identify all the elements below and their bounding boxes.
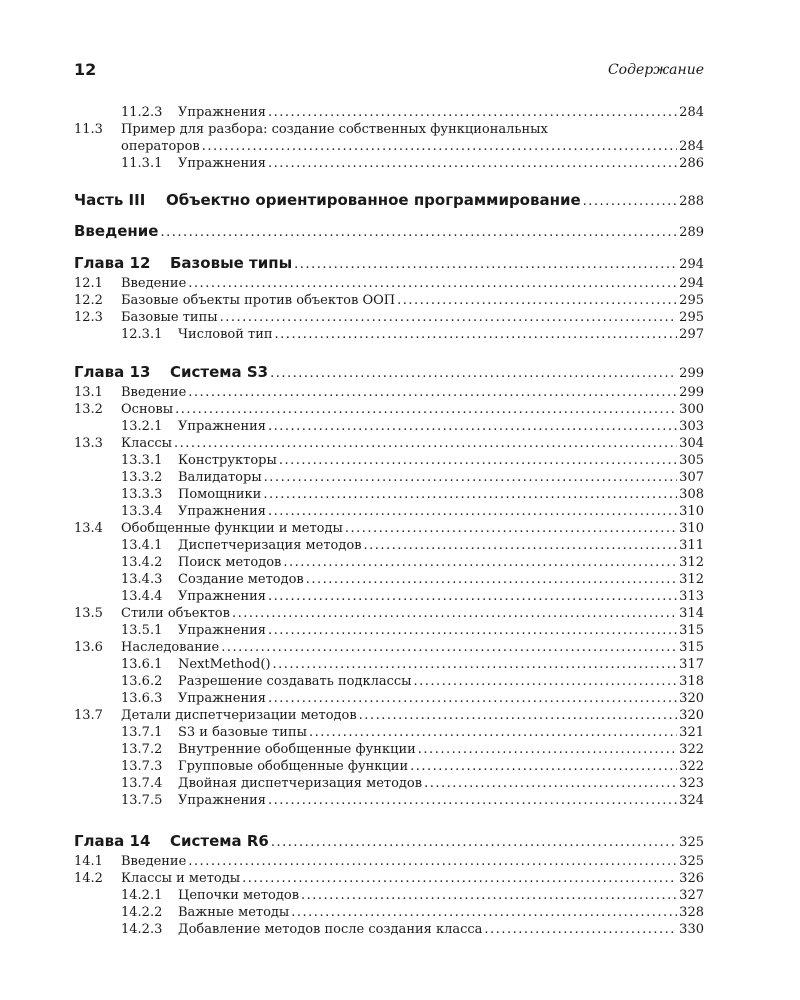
toc-subsection-entry <box>121 418 704 435</box>
dot-leader <box>359 707 678 724</box>
dot-leader <box>263 486 677 503</box>
toc-entry-number: 13.6.1 <box>121 657 163 672</box>
toc-entry-title: Основы <box>121 402 174 417</box>
toc-subsection-entry <box>121 588 704 605</box>
dot-leader <box>279 452 677 469</box>
toc-entry-number: 13.3.4 <box>121 504 163 519</box>
toc-entry-number: 13.7.3 <box>121 759 163 774</box>
toc-subsection-entry <box>121 571 704 588</box>
toc-subsection-entry <box>121 155 704 172</box>
toc-entry-page: 321 <box>679 725 704 740</box>
toc-entry-title: Объектно ориентированное программирование <box>166 191 581 209</box>
toc-entry-number: 13.7.4 <box>121 776 163 791</box>
toc-entry-page: 322 <box>679 742 704 757</box>
dot-leader <box>301 887 677 904</box>
dot-leader <box>275 326 678 343</box>
dot-leader <box>160 223 677 243</box>
toc-entry-label: Глава 12 <box>74 254 151 272</box>
toc-section-entry <box>74 309 704 326</box>
dot-leader <box>268 622 677 639</box>
toc-entry-number: 13.6.3 <box>121 691 163 706</box>
toc-entry-number: 12.3.1 <box>121 327 163 342</box>
toc-entry-title: Введение <box>121 854 187 869</box>
toc-entry-page: 313 <box>679 589 704 604</box>
toc-subsection-entry <box>121 622 704 639</box>
toc-entry-page: 294 <box>679 257 704 272</box>
dot-leader <box>232 605 677 622</box>
toc-section-entry <box>74 435 704 452</box>
dot-leader <box>175 401 677 418</box>
toc-entry-page: 311 <box>679 538 704 553</box>
toc-entry-title: Добавление методов после создания класса <box>178 922 483 937</box>
toc-entry-title: Упражнения <box>178 793 266 808</box>
toc-entry-page: 324 <box>679 793 704 808</box>
toc-entry-page: 297 <box>679 327 704 342</box>
dot-leader <box>268 792 677 809</box>
toc-subsection-entry <box>121 758 704 775</box>
toc-chapter-entry <box>74 362 704 382</box>
dot-leader <box>583 192 678 212</box>
toc-section-entry <box>74 853 704 870</box>
toc-entry-number: 13.3.3 <box>121 487 163 502</box>
toc-section-entry <box>74 870 704 887</box>
toc-entry-page: 288 <box>679 194 704 209</box>
dot-leader <box>268 503 677 520</box>
toc-subsection-entry <box>121 104 704 121</box>
toc-subsection-entry <box>121 921 704 938</box>
toc-section-entry <box>74 384 704 401</box>
toc-entry-number: 11.3 <box>74 122 103 137</box>
toc-section-entry <box>74 275 704 292</box>
toc-entry-page: 323 <box>679 776 704 791</box>
toc-entry-number: 13.5 <box>74 606 103 621</box>
toc-entry-number: 13.6.2 <box>121 674 163 689</box>
toc-entry-title-line: Пример для разбора: создание собственных функциональных <box>121 122 548 137</box>
toc-entry-title: Двойная диспетчеризация методов <box>178 776 423 791</box>
toc-entry-number: 11.2.3 <box>121 105 163 120</box>
dot-leader <box>220 309 678 326</box>
toc-entry-title: Стили объектов <box>121 606 230 621</box>
toc-entry-page: 325 <box>679 835 704 850</box>
toc-entry-title: операторов <box>121 139 200 154</box>
toc-subsection-entry <box>121 887 704 904</box>
toc-entry-title: Детали диспетчеризации методов <box>121 708 357 723</box>
toc-entry-number: 13.4.1 <box>121 538 163 553</box>
toc-entry-title: Введение <box>121 385 187 400</box>
toc-entry-page: 327 <box>679 888 704 903</box>
toc-entry-page: 295 <box>679 293 704 308</box>
toc-subsection-entry <box>121 656 704 673</box>
running-title: Содержание <box>607 62 704 78</box>
dot-leader <box>397 292 677 309</box>
toc-entry-number: 13.3 <box>74 436 103 451</box>
toc-entry-page: 310 <box>679 504 704 519</box>
toc-entry-page: 330 <box>679 922 704 937</box>
dot-leader <box>410 758 677 775</box>
dot-leader <box>306 571 677 588</box>
toc-entry-number: 13.4.3 <box>121 572 163 587</box>
toc-entry-page: 300 <box>679 402 704 417</box>
dot-leader <box>291 904 677 921</box>
toc-entry-number: 13.7.1 <box>121 725 163 740</box>
toc-entry-title: Упражнения <box>178 691 266 706</box>
toc-entry-page: 304 <box>679 436 704 451</box>
dot-leader <box>268 690 677 707</box>
toc-entry-title: Внутренние обобщенные функции <box>178 742 416 757</box>
toc-entry-title: Базовые типы <box>121 310 218 325</box>
toc-entry-page: 317 <box>679 657 704 672</box>
dot-leader <box>188 384 677 401</box>
toc-subsection-entry <box>121 486 704 503</box>
toc-entry-page: 289 <box>679 225 704 240</box>
toc-entry-title: Числовой тип <box>178 327 273 342</box>
dot-leader <box>271 833 677 853</box>
toc-subsection-entry <box>121 792 704 809</box>
toc-subsection-entry <box>121 673 704 690</box>
toc-section-entry <box>74 707 704 724</box>
toc-subsection-entry <box>121 775 704 792</box>
dot-leader <box>309 724 677 741</box>
dot-leader <box>484 921 677 938</box>
toc-entry-title: Введение <box>121 276 187 291</box>
toc-entry-title: Упражнения <box>178 589 266 604</box>
toc-subsection-entry <box>121 904 704 921</box>
toc-entry-page: 299 <box>679 385 704 400</box>
dot-leader <box>364 537 678 554</box>
toc-entry-title: S3 и базовые типы <box>178 725 307 740</box>
toc-subsection-entry <box>121 554 704 571</box>
toc-entry-title: Создание методов <box>178 572 304 587</box>
toc-subsection-entry <box>121 326 704 343</box>
toc-entry-page: 307 <box>679 470 704 485</box>
dot-leader <box>268 588 677 605</box>
dot-leader <box>283 554 677 571</box>
dot-leader <box>268 418 677 435</box>
toc-entry-page: 284 <box>679 139 704 154</box>
toc-entry-number: 13.4 <box>74 521 103 536</box>
toc-entry-page: 295 <box>679 310 704 325</box>
dot-leader <box>174 435 677 452</box>
toc-entry-page: 310 <box>679 521 704 536</box>
toc-entry-number: 13.6 <box>74 640 103 655</box>
dot-leader <box>221 639 677 656</box>
toc-entry-title: Система R6 <box>170 832 269 850</box>
toc-section-entry <box>74 520 704 537</box>
toc-section-entry <box>121 138 704 155</box>
toc-entry-number: 12.2 <box>74 293 103 308</box>
toc-entry-title: Помощники <box>178 487 262 502</box>
toc-chapter-entry <box>74 253 704 273</box>
toc-entry-number: 13.7.2 <box>121 742 163 757</box>
toc-entry-number: 13.4.2 <box>121 555 163 570</box>
toc-entry-page: 328 <box>679 905 704 920</box>
toc-entry-page: 314 <box>679 606 704 621</box>
toc-entry-page: 325 <box>679 854 704 869</box>
toc-entry-title: Конструкторы <box>178 453 277 468</box>
toc-entry-title: Базовые типы <box>170 254 293 272</box>
toc-entry-number: 14.2.2 <box>121 905 163 920</box>
toc-entry-label: Глава 14 <box>74 832 151 850</box>
toc-entry-title: Упражнения <box>178 504 266 519</box>
dot-leader <box>273 656 678 673</box>
toc-entry-number: 13.2.1 <box>121 419 163 434</box>
toc-entry-title: Цепочки методов <box>178 888 300 903</box>
dot-leader <box>202 138 677 155</box>
toc-part-entry <box>74 190 704 210</box>
toc-entry-number: 13.7 <box>74 708 103 723</box>
toc-entry-page: 320 <box>679 691 704 706</box>
toc-entry-label: Глава 13 <box>74 363 151 381</box>
toc-subsection-entry <box>121 741 704 758</box>
toc-entry-title: Наследование <box>121 640 220 655</box>
toc-entry-page: 320 <box>679 708 704 723</box>
toc-subsection-entry <box>121 452 704 469</box>
toc-entry-number: 14.2.3 <box>121 922 163 937</box>
toc-entry-page: 299 <box>679 366 704 381</box>
toc-entry-number: 14.2.1 <box>121 888 163 903</box>
toc-intro-entry <box>74 221 704 241</box>
toc-entry-title: NextMethod() <box>178 657 271 672</box>
toc-entry-number: 12.1 <box>74 276 103 291</box>
dot-leader <box>188 275 677 292</box>
dot-leader <box>268 155 677 172</box>
toc-entry-title: Базовые объекты против объектов ООП <box>121 293 396 308</box>
dot-leader <box>424 775 677 792</box>
toc-entry-title: Упражнения <box>178 419 266 434</box>
toc-entry-number: 13.3.1 <box>121 453 163 468</box>
toc-entry-label: Часть III <box>74 191 146 209</box>
toc-entry-page: 322 <box>679 759 704 774</box>
dot-leader <box>188 853 677 870</box>
toc-entry-page: 315 <box>679 640 704 655</box>
toc-chapter-entry <box>74 831 704 851</box>
toc-entry-number: 13.2 <box>74 402 103 417</box>
toc-entry-number: 13.3.2 <box>121 470 163 485</box>
toc-section-entry <box>74 401 704 418</box>
toc-entry-title: Групповые обобщенные функции <box>178 759 409 774</box>
toc-entry-title: Классы <box>121 436 172 451</box>
toc-section-entry <box>74 639 704 656</box>
toc-entry-title: Обобщенные функции и методы <box>121 521 343 536</box>
toc-entry-page: 312 <box>679 572 704 587</box>
toc-entry-page: 305 <box>679 453 704 468</box>
toc-entry-title: Диспетчеризация методов <box>178 538 362 553</box>
toc-entry-title: Упражнения <box>178 623 266 638</box>
toc-entry-page: 318 <box>679 674 704 689</box>
dot-leader <box>418 741 677 758</box>
toc-entry-title: Система S3 <box>170 363 269 381</box>
toc-subsection-entry <box>121 724 704 741</box>
toc-entry-number: 13.1 <box>74 385 103 400</box>
dot-leader <box>294 255 677 275</box>
toc-entry-page: 312 <box>679 555 704 570</box>
page-number: 12 <box>74 60 97 79</box>
toc-entry-title: Классы и методы <box>121 871 241 886</box>
toc-entry-page: 315 <box>679 623 704 638</box>
toc-entry-page: 286 <box>679 156 704 171</box>
toc-entry-number: 11.3.1 <box>121 156 163 171</box>
toc-entry-page: 326 <box>679 871 704 886</box>
toc-entry-page: 308 <box>679 487 704 502</box>
toc-entry-title: Важные методы <box>178 905 290 920</box>
dot-leader <box>345 520 677 537</box>
toc-entry-title: Упражнения <box>178 156 266 171</box>
toc-entry-number: 14.1 <box>74 854 103 869</box>
toc-entry-title: Упражнения <box>178 105 266 120</box>
toc-subsection-entry <box>121 537 704 554</box>
toc-entry-title: Разрешение создавать подклассы <box>178 674 412 689</box>
toc-section-entry <box>74 605 704 622</box>
toc-subsection-entry <box>121 469 704 486</box>
toc-entry-number: 13.4.4 <box>121 589 163 604</box>
dot-leader <box>270 364 677 384</box>
toc-section-entry <box>74 292 704 309</box>
dot-leader <box>414 673 678 690</box>
toc-entry-number: 13.5.1 <box>121 623 163 638</box>
dot-leader <box>268 104 677 121</box>
toc-entry-number: 14.2 <box>74 871 103 886</box>
toc-entry-page: 303 <box>679 419 704 434</box>
toc-entry-title: Введение <box>74 222 159 240</box>
toc-entry-number: 12.3 <box>74 310 103 325</box>
toc-subsection-entry <box>121 503 704 520</box>
toc-entry-page: 284 <box>679 105 704 120</box>
toc-subsection-entry <box>121 690 704 707</box>
toc-entry-page: 294 <box>679 276 704 291</box>
toc-entry-number: 13.7.5 <box>121 793 163 808</box>
toc-entry-title: Поиск методов <box>178 555 282 570</box>
dot-leader <box>242 870 677 887</box>
dot-leader <box>264 469 678 486</box>
toc-entry-title: Валидаторы <box>178 470 262 485</box>
